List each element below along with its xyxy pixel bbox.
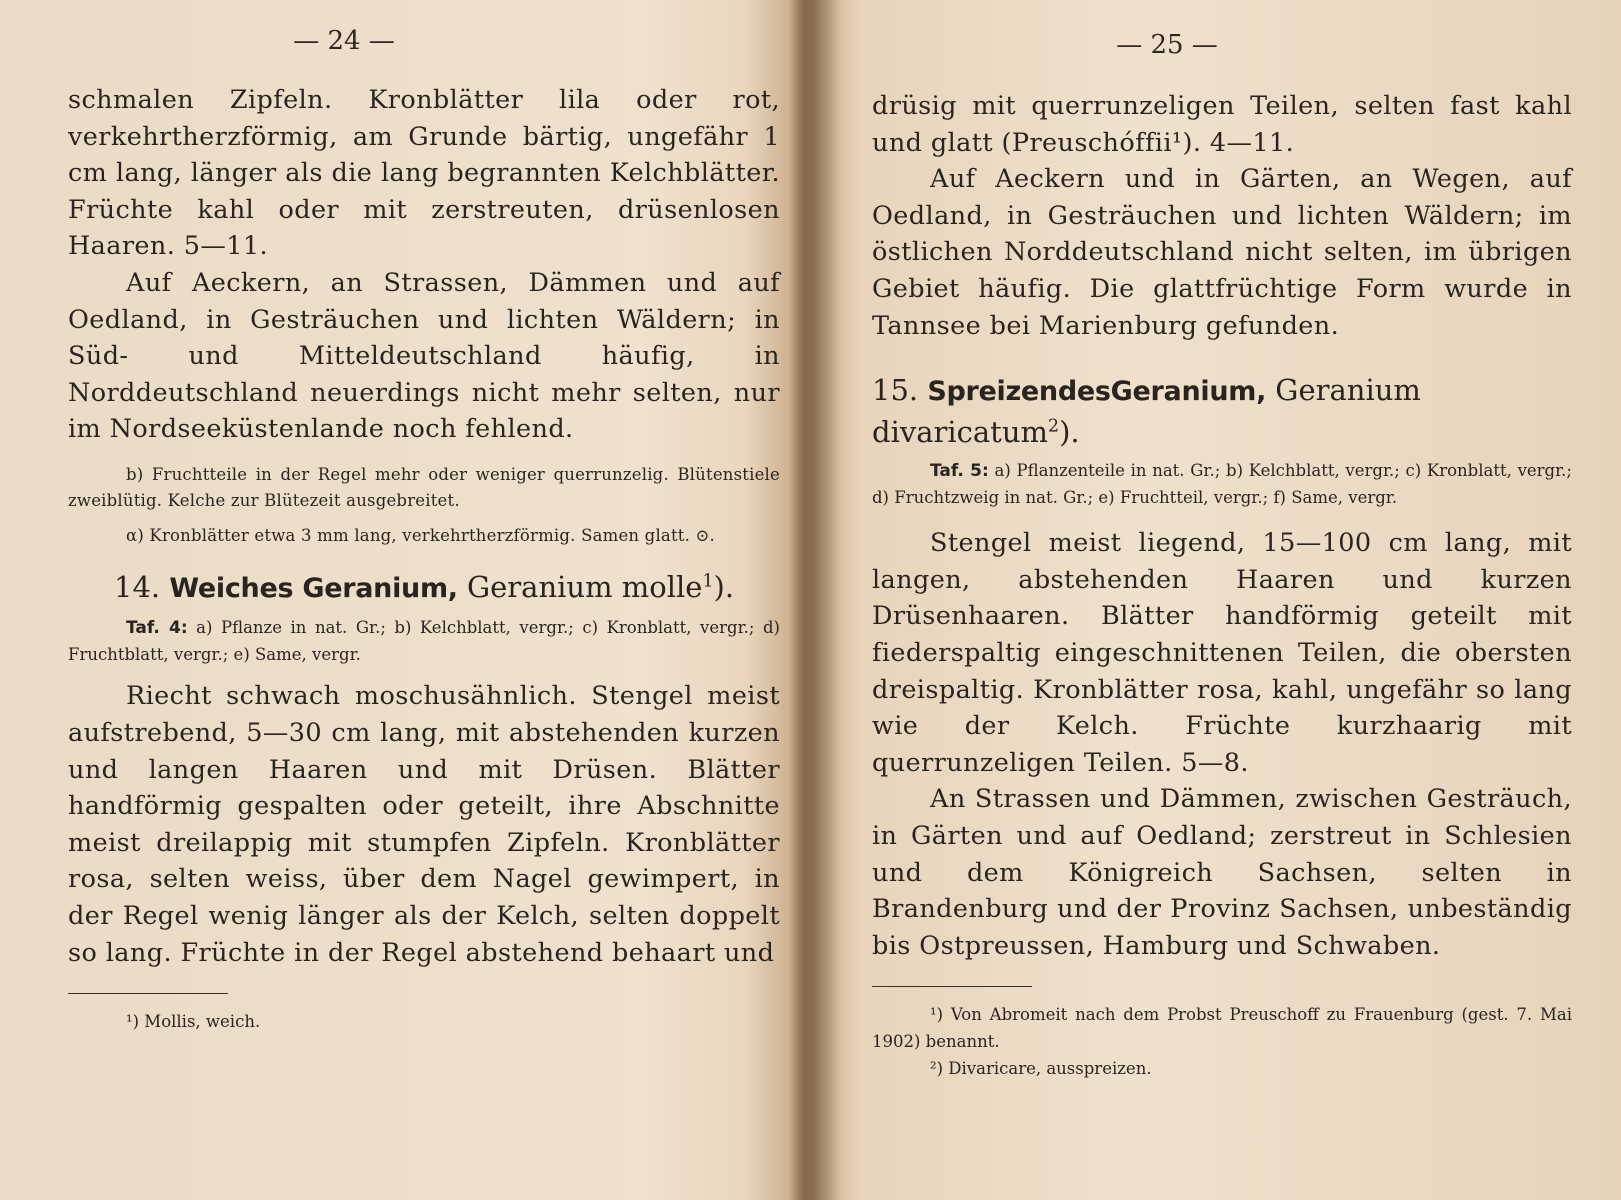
paragraph: drüsig mit querrunzeligen Teilen, selten fast kahl und glatt (Preuschóffii¹). 4—11. <box>872 91 1572 158</box>
species-name-latin: Geranium molle <box>466 570 703 605</box>
paragraph: schmalen Zipfeln. Kronblätter lila oder rot, verkehrtherzförmig, am Grunde bärtig, ungefähr 1 cm lang, länger als die lang begrannten Kelchblätter. Früchte kahl oder mit zerstreuten, drüsenlosen Haaren. 5—11. <box>68 85 780 262</box>
species-heading <box>68 567 780 609</box>
heading-end: ). <box>1059 415 1080 450</box>
paragraph: Auf Aeckern und in Gärten, an Wegen, auf Oedland, in Gesträuchen und lichten Wäldern; im östlichen Norddeutschland nicht selten, im übrigen Gebiet häufig. Die glattfrüchtige Form wurde in Tannsee bei Marienburg gefunden. <box>872 164 1572 341</box>
paragraph: An Strassen und Dämmen, zwischen Gesträuch, in Gärten und auf Oedland; zerstreut in Schlesien und dem Königreich Sachsen, selten in Brandenburg und der Provinz Sachsen, unbeständig bis Ostpreussen, Hamburg und Schwaben. <box>872 784 1572 961</box>
footnote-rule <box>872 986 1032 987</box>
variety-note: α) Kronblätter etwa 3 mm lang, verkehrtherzförmig. Samen glatt. ⊙. <box>126 525 715 545</box>
heading-end: ). <box>713 570 735 605</box>
species-heading <box>872 370 1572 452</box>
footnote-ref: 2 <box>1048 416 1060 437</box>
variety-note: b) Fruchtteile in der Regel mehr oder weniger querrunzelig. Blütenstiele zweiblütig. Kelche zur Blütezeit ausgebreitet. <box>68 464 780 511</box>
plate-label: Taf. 4: <box>126 618 188 639</box>
right-page <box>872 0 1572 1200</box>
plate-label: Taf. 5: <box>930 461 989 482</box>
footnote-rule <box>68 993 228 994</box>
paragraph: Riecht schwach moschusähnlich. Stengel meist aufstrebend, 5—30 cm lang, mit abstehenden kurzen und langen Haaren und mit Drüsen. Blätter handförmig gespalten oder geteilt, ihre Abschnitte meist dreilappig mit stumpfen Zipfeln. Kronblätter rosa, selten weiss, über dem Nagel gewimpert, in der Regel wenig länger als der Kelch, selten doppelt so lang. Früchte in der Regel abstehend behaart und <box>68 681 780 968</box>
page-body <box>68 82 780 1035</box>
page-body <box>872 88 1572 1082</box>
plate-reference <box>872 458 1572 511</box>
species-number: 15. <box>872 373 919 408</box>
footnote-ref: 1 <box>702 571 714 592</box>
footnote: ²) Divaricare, ausspreizen. <box>930 1059 1152 1079</box>
plate-reference <box>68 615 780 668</box>
book-gutter <box>790 0 840 1200</box>
footnote: ¹) Mollis, weich. <box>126 1012 261 1032</box>
plate-text: a) Pflanze in nat. Gr.; b) Kelchblatt, vergr.; c) Kronblatt, vergr.; d) Fruchtblatt, vergr.; e) Same, vergr. <box>68 618 780 664</box>
footnote: ¹) Von Abromeit nach dem Probst Preuschoff zu Frauenburg (gest. 7. Mai 1902) benannt. <box>872 1005 1572 1052</box>
species-number: 14. <box>114 570 161 605</box>
paragraph: Auf Aeckern, an Strassen, Dämmen und auf Oedland, in Gesträuchen und lichten Wäldern; in Süd- und Mitteldeutschland häufig, in Norddeutschland neuerdings nicht mehr selten, nur im Nordseeküstenlande noch fehlend. <box>68 267 780 445</box>
plate-text: a) Pflanzenteile in nat. Gr.; b) Kelchblatt, vergr.; c) Kronblatt, vergr.; d) Fruchtzweig in nat. Gr.; e) Fruchtteil, vergr.; f) Same, vergr. <box>872 461 1572 507</box>
paragraph: Stengel meist liegend, 15—100 cm lang, mit langen, abstehenden Haaren und kurzen Drüsenhaaren. Blätter handförmig geteilt mit fiederspaltig eingeschnittenen Teilen, die obersten dreispaltig. Kronblätter rosa, kahl, ungefähr so lang wie der Kelch. Früchte kurzhaarig mit querrunzeligen Teilen. 5—8. <box>872 528 1572 778</box>
species-name-german: SpreizendesGeranium, <box>927 376 1267 408</box>
page-number: — 25 — <box>1116 30 1218 60</box>
species-name-german: Weiches Geranium, <box>169 573 458 605</box>
species-name-latin: Geranium divaricatum <box>872 373 1421 450</box>
left-page <box>68 0 780 1200</box>
page-number: — 24 — <box>293 26 395 56</box>
